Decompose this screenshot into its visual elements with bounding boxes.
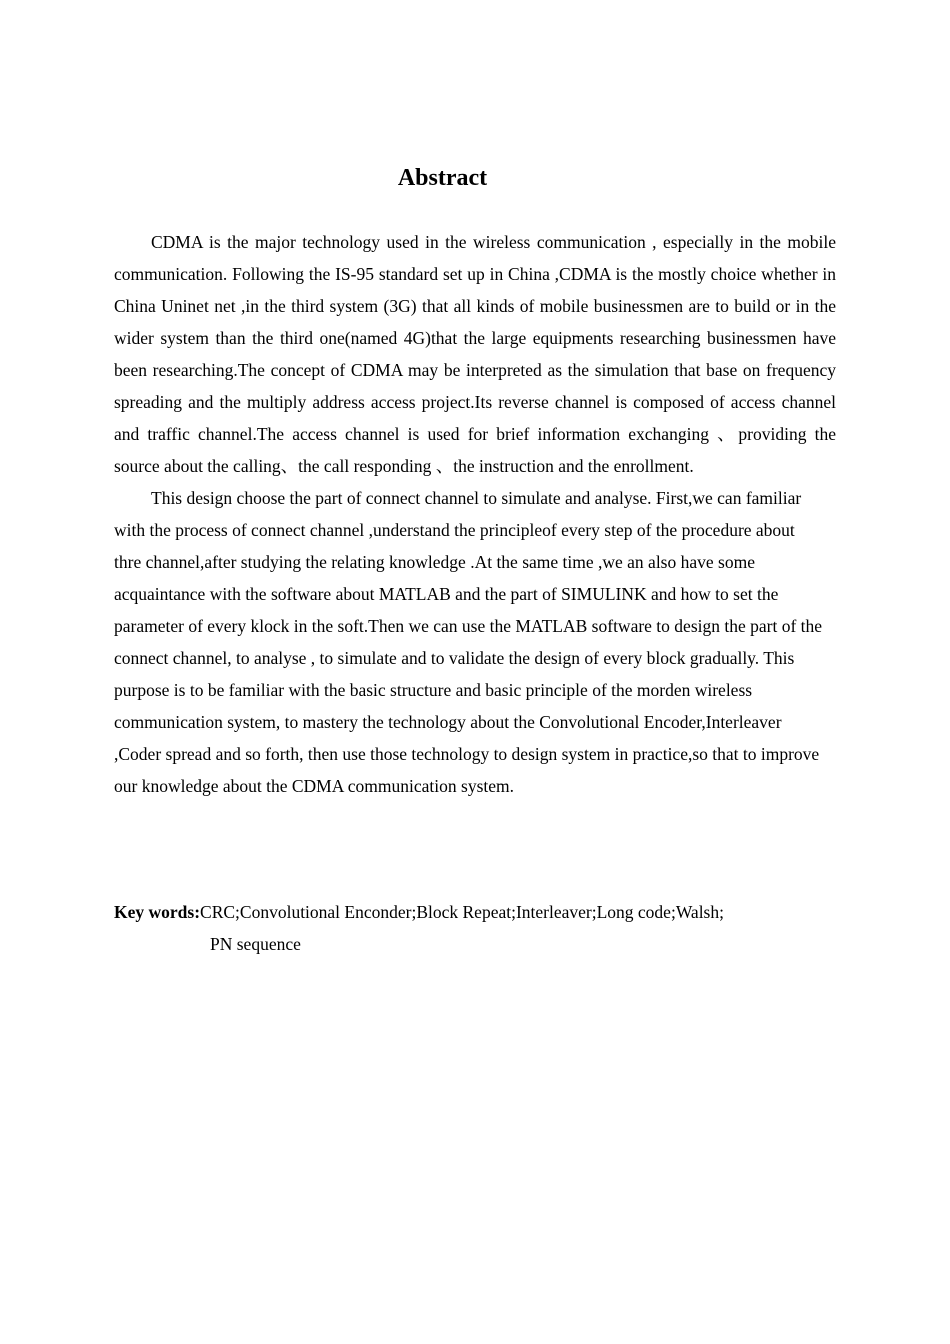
keywords-label: Key words:	[114, 902, 201, 922]
keywords-section	[114, 896, 836, 960]
keywords-line-1	[114, 896, 836, 928]
abstract-body	[114, 226, 836, 802]
page-title: Abstract	[397, 165, 488, 191]
abstract-paragraph-2: This design choose the part of connect channel to simulate and analyse. First,we can familiar with the process of connect channel ,understand the principleof every step of the procedure about thre channel,after studying the relating knowledge .At the same time ,we an also have some acquaintance with the software about MATLAB and the part of SIMULINK and how to set the parameter of every klock in the soft.Then we can use the MATLAB software to design the part of the connect channel, to analyse , to simulate and to validate the design of every block gradually. This purpose is to be familiar with the basic structure and basic principle of the morden wireless communication system, to mastery the technology about the Convolutional Encoder,Interleaver ,Coder spread and so forth, then use those technology to design system in practice,so that to improve our knowledge about the CDMA communication system.	[114, 488, 823, 796]
keywords-list-continuation: PN sequence	[210, 934, 301, 954]
keywords-list: CRC;Convolutional Enconder;Block Repeat;Interleaver;Long code;Walsh;	[200, 902, 724, 922]
abstract-paragraph-1: CDMA is the major technology used in the wireless communication , especially in the mobile communication. Following the IS-95 standard set up in China ,CDMA is the mostly choice whether in China Uninet net ,in the third system (3G) that all kinds of mobile businessmen are to build or in the wider system than the third one(named 4G)that the large equipments researching businessmen have been researching.The concept of CDMA may be interpreted as the simulation that base on frequency spreading and the multiply address access project.Its reverse channel is composed of access channel and traffic channel.The access channel is used for brief information exchanging 、providing the source about the calling、the call responding 、the instruction and the enrollment.	[114, 232, 836, 476]
